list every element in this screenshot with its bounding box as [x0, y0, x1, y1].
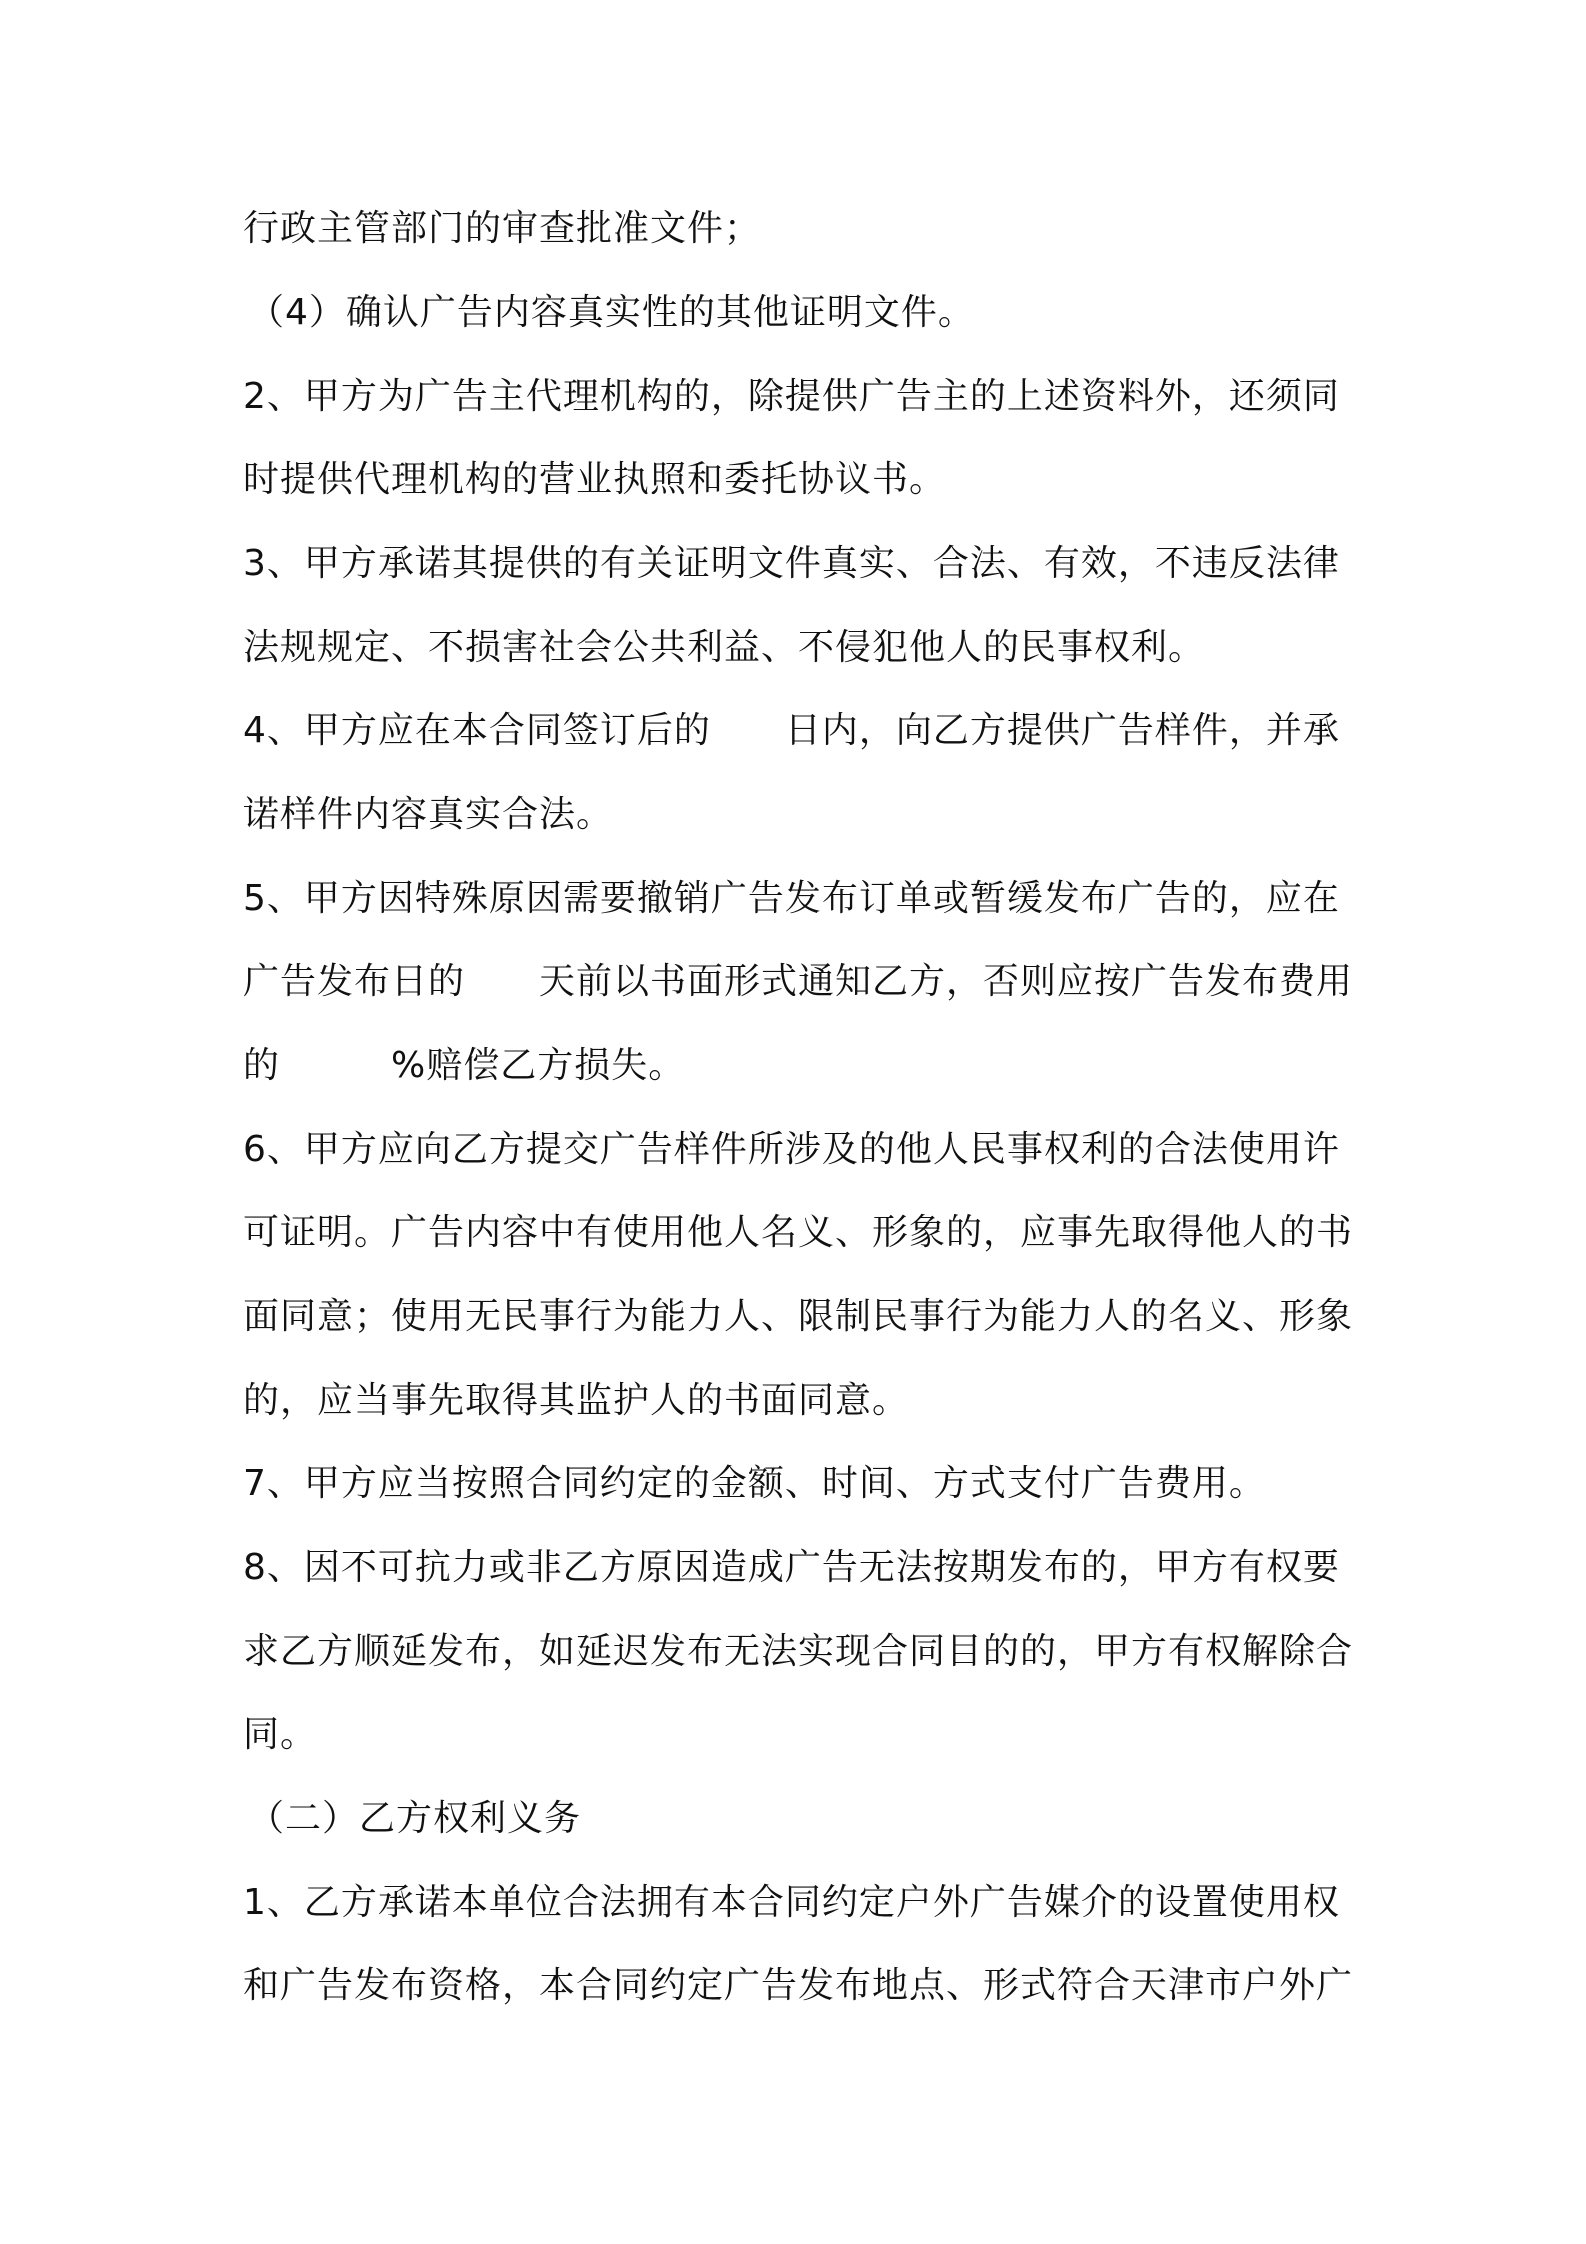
text-line: 同。 [243, 1714, 318, 1755]
text-line: 时提供代理机构的营业执照和委托协议书。 [243, 459, 947, 500]
text-line: 可证明。广告内容中有使用他人名义、形象的，应事先取得他人的书 [243, 1212, 1354, 1253]
text-line: 1、乙方承诺本单位合法拥有本合同约定户外广告媒介的设置使用权 [243, 1882, 1340, 1923]
text-line: 的，应当事先取得其监护人的书面同意。 [243, 1380, 910, 1421]
text-line: （4）确认广告内容真实性的其他证明文件。 [248, 292, 975, 333]
text-line: 4、甲方应在本合同签订后的 日内，向乙方提供广告样件，并承 [243, 710, 1340, 751]
text-line: 3、甲方承诺其提供的有关证明文件真实、合法、有效，不违反法律 [243, 543, 1340, 584]
text-line: 法规规定、不损害社会公共利益、不侵犯他人的民事权利。 [243, 627, 1206, 668]
text-line: 的 %赔偿乙方损失。 [243, 1045, 686, 1086]
text-line: 诺样件内容真实合法。 [243, 794, 614, 835]
text-line: 面同意；使用无民事行为能力人、限制民事行为能力人的名义、形象 [243, 1296, 1354, 1337]
text-line: 和广告发布资格，本合同约定广告发布地点、形式符合天津市户外广 [243, 1965, 1354, 2006]
text-line: 广告发布日的 天前以书面形式通知乙方，否则应按广告发布费用 [243, 961, 1354, 1002]
text-line: 7、甲方应当按照合同约定的金额、时间、方式支付广告费用。 [243, 1463, 1266, 1504]
section-heading: （二）乙方权利义务 [248, 1798, 582, 1839]
text-line: 2、甲方为广告主代理机构的，除提供广告主的上述资料外，还须同 [243, 376, 1340, 417]
text-line: 求乙方顺延发布，如延迟发布无法实现合同目的的，甲方有权解除合 [243, 1631, 1354, 1672]
text-line: 5、甲方因特殊原因需要撤销广告发布订单或暂缓发布广告的，应在 [243, 878, 1340, 919]
text-line: 8、因不可抗力或非乙方原因造成广告无法按期发布的，甲方有权要 [243, 1547, 1340, 1588]
text-line: 行政主管部门的审查批准文件； [243, 208, 762, 249]
text-line: 6、甲方应向乙方提交广告样件所涉及的他人民事权利的合法使用许 [243, 1129, 1340, 1170]
